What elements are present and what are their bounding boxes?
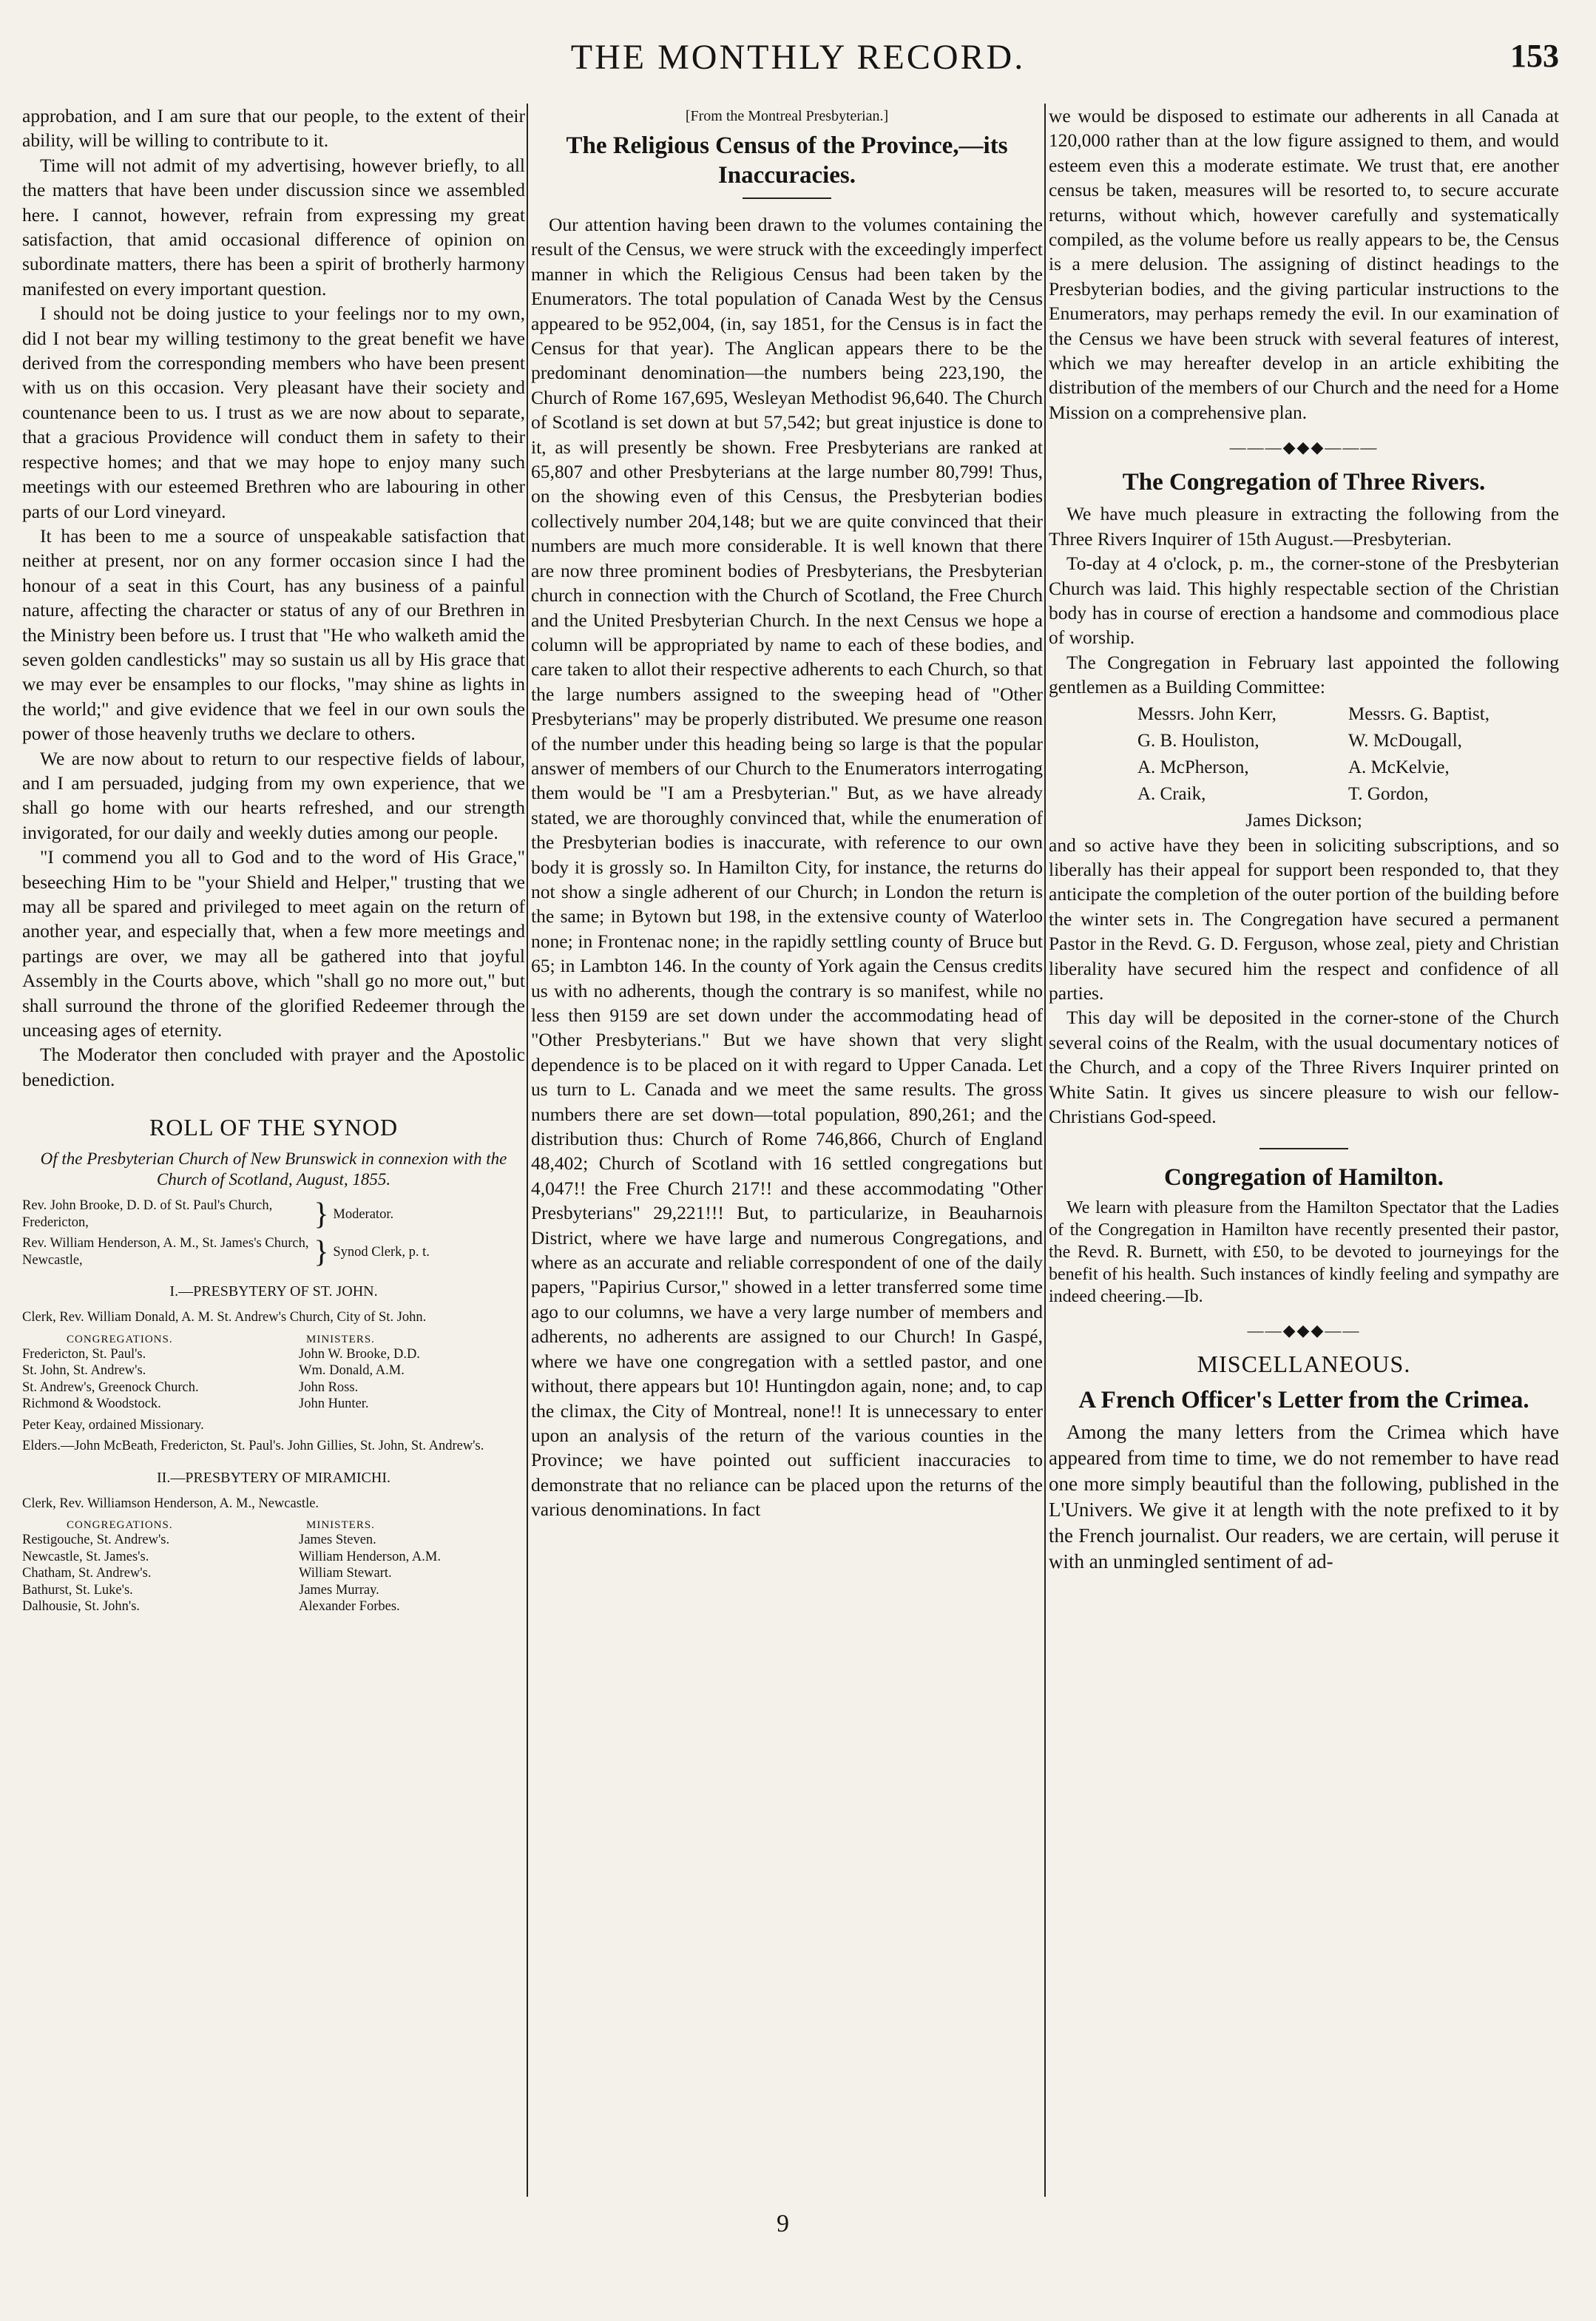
running-title: THE MONTHLY RECORD. — [570, 38, 1026, 77]
table-row — [22, 1565, 525, 1582]
committee-row — [1049, 703, 1559, 726]
committee-row — [1049, 729, 1559, 753]
congregation: Dalhousie, St. John's. — [22, 1599, 141, 1615]
minister: Wm. Donald, A.M. — [299, 1363, 405, 1379]
section-title: MISCELLANEOUS. — [1197, 1351, 1411, 1378]
congregations-header: CONGREGATIONS. — [67, 1519, 173, 1532]
article-paragraph: To-day at 4 o'clock, p. m., the corner-stone of the Presbyterian Church was laid. This highly respectable section of the Christian body has in course of erection a handsome and commodious place of worship. — [1049, 553, 1559, 649]
article-paragraph: and so active have they been in soliciting subscriptions, and so liberally has their appeal for support been responded to, that they anticipate the completion of the outer portion of the building before the winter sets in. The Congregation have secured a permanent Pastor in the Revd. G. D. Ferguson, whose zeal, piety and Christian liberality have secured him the respect and confidence of all parties. — [1049, 834, 1559, 1004]
source-note: [From the Montreal Presbyterian.] — [685, 108, 889, 124]
table-header — [22, 1334, 525, 1346]
committee-member: Messrs. G. Baptist, — [1348, 703, 1490, 724]
table-row — [22, 1396, 525, 1413]
congregation: St. John, St. Andrew's. — [22, 1363, 146, 1379]
column-middle — [531, 104, 1043, 1522]
article-paragraph: We learn with pleasure from the Hamilton Spectator that the Ladies of the Congregation in Hamilton have recently presented their pastor, the Revd. R. Burnett, with £50, to be devoted to journeyings for the benefit of his health. Such instances of kindly feeling and sympathy are indeed cheering.—Ib. — [1049, 1198, 1559, 1307]
ornament-divider: ——◆◆◆—— — [1247, 1321, 1361, 1340]
minister: John Hunter. — [299, 1396, 369, 1412]
article-paragraph: Our attention having been drawn to the volumes containing the result of the Census, we were struck with the exceedingly imperfect manner in which the Religious Census had been taken by the Enumerators. The total population of Canada West by the Census appeared to be 952,004, (in, say 1851, for the Census is in fact the Census for that year). The Anglican appears there to be the predominant denomination—the numbers being 223,190, the Church of Rome 167,695, Wesleyan Methodist 96,640. The Church of Scotland is set down at but 57,542; but great injustice is done to it, as will presently be shown. Free Presbyterians are ranked at 65,807 and other Presbyterians at the large number 80,799! Thus, on the showing even of this Census, the Presbyterian bodies collectively number 204,148; but we are quite convinced that their numbers are much more considerable. It is well known that there are now three prominent bodies of Presbyterians, the Presbyterian church in connection with the Church of Scotland, the Free Church and the United Presbyterian Church. In the next Census we hope a column will be appropriated by name to each of these bodies, and care taken to allot their respective adherents to each Church, so that the large numbers assigned to the sweeping head of "Other Presbyterians" may be properly distributed. We presume one reason of the number under this heading being so large is that the popular answer of members of our Church to the Enumerators interrogating them would be "I am a Presbyterian." But, as we have already stated, we are thoroughly convinced that, while the enumeration of the Presbyterian bodies is inaccurate, with reference to our own body it is grossly so. In Hamilton City, for instance, the returns do not show a single adherent of our Church; in London the return is the same; in Bytown but 198, in the extensive county of Waterloo none; in Frontenac none; in the rapidly settling county of Bruce but 65; in Lambton 146. In the county of York again the Census credits us with no adherents, though the contrary is so manifest, while no less then 9159 are set down under the accommodating head of "Other Presbyterians." But we have shown that very slight dependence is to be placed on it with regard to Upper Canada. Let us turn to L. Canada and we meet the same results. The gross numbers there are set down—total population, 890,261; and the distribution thus: Church of Rome 746,866, Church of England 48,402; Church of Scotland with 16 settled congregations but 4,047!! the Free Church 217!! and these accommodating "Other Presbyterians" 29,221!!! But, to particularize, in Beauharnois District, where we have large and numerous Congregations, and where as an accurate and reliable correspondent of one of the daily papers, "Papirius Cursor," showed in a letter transferred some time ago to our columns, we have a very large number of members and adherents, no adherents are assigned to our Church! In Gaspé, where we have one congregation with a settled pastor, and one without, there appears but 10! Huntingdon again, none; and, to cap the climax, the City of Montreal, none!! It is unnecessary to enter upon an analysis of the return of the various counties in the Province; we have pointed out sufficient inaccuracies to demonstrate that no reliance can be placed upon the returns of the various denominations. In fact — [531, 214, 1043, 1521]
speech-paragraph: We are now about to return to our respective fields of labour, and I am persuaded, judging from my own experience, that we shall go home with our hearts refreshed, and our strength invigorated, for our daily and weekly duties among our people. — [22, 747, 525, 843]
speech-paragraph: Time will not admit of my advertising, however briefly, to all the matters that have been under discussion since we assembled here. I cannot, however, refrain from expressing my great satisfaction, that amid occasional difference of opinion on subordinate matters, there has been a spirit of brotherly harmony manifested on every important question. — [22, 154, 525, 300]
missionary-line: Peter Keay, ordained Missionary. — [22, 1417, 204, 1433]
article-title: Congregation of Hamilton. — [1164, 1164, 1444, 1192]
article-paragraph: Among the many letters from the Crimea which have appeared from time to time, we do not remember to have read one more simply beautiful than the following, published in the L'Univers. We give it at length with the note prefixed to it by the French journalist. Our readers, we are certain, will peruse it with an unmingled sentiment of ad- — [1049, 1421, 1559, 1573]
synod-officer — [22, 1197, 525, 1231]
congregations-header: CONGREGATIONS. — [67, 1333, 173, 1345]
congregation: Richmond & Woodstock. — [22, 1396, 161, 1412]
column-rule-2 — [1044, 104, 1046, 2197]
committee-member: A. McKelvie, — [1348, 757, 1450, 777]
committee-member: Messrs. John Kerr, — [1137, 703, 1277, 724]
roll-subtitle: Of the Presbyterian Church of New Brunswick in connexion with the Church of Scotland, August, 1855. — [40, 1149, 507, 1189]
speech-paragraph: The Moderator then concluded with prayer and the Apostolic benediction. — [22, 1044, 525, 1090]
table-row — [22, 1582, 525, 1599]
congregation: Restigouche, St. Andrew's. — [22, 1533, 170, 1548]
ministers-header: MINISTERS. — [306, 1519, 375, 1532]
minister: Alexander Forbes. — [299, 1599, 400, 1615]
brace: } — [314, 1234, 329, 1269]
page-header — [22, 30, 1574, 89]
divider — [743, 197, 831, 199]
minister: John W. Brooke, D.D. — [299, 1346, 420, 1362]
minister: James Steven. — [299, 1533, 376, 1548]
congregation: Newcastle, St. James's. — [22, 1549, 149, 1564]
table-row — [22, 1362, 525, 1379]
brace: } — [314, 1197, 329, 1232]
presbytery-clerk: Clerk, Rev. William Donald, A. M. St. Andrew's Church, City of St. John. — [22, 1310, 427, 1325]
divider — [1259, 1148, 1348, 1149]
committee-member: James Dickson; — [1245, 810, 1362, 831]
article-title: The Congregation of Three Rivers. — [1122, 469, 1486, 496]
speech-paragraph: approbation, and I am sure that our people, to the extent of their ability, will be willing to contribute to it. — [22, 105, 525, 152]
table-row — [22, 1549, 525, 1566]
committee-row — [1049, 783, 1559, 806]
committee-member: W. McDougall, — [1348, 730, 1462, 751]
minister: William Henderson, A.M. — [299, 1549, 441, 1564]
minister: John Ross. — [299, 1379, 359, 1395]
speech-paragraph: It has been to me a source of unspeakable satisfaction that neither at present, nor on any former occasion since I had the honour of a seat in this Court, has any business of a painful nature, affecting the character or status of any of our Brethren in the Ministry been before us. I trust that "He who walketh amid the seven golden candlesticks" may so sustain us all by His grace that we may ever be ensamples to our flocks, "may shine as lights in the world;" and give evidence that we feel in our own souls the power of those heavenly truths we declare to others. — [22, 524, 525, 745]
article-paragraph: we would be disposed to estimate our adherents in all Canada at 120,000 rather than at the low figure assigned to them, and would esteem even this a moderate estimate. We trust that, ere another census be taken, measures will be resorted to, to secure accurate returns, without which, however carefully and systematically compiled, as the volume before us really appears to be, the Census is a mere delusion. The assigning of distinct headings to the Presbyterian bodies, and the giving particular instructions to the Enumerators, may perhaps remedy the evil. In our examination of the Census we have been struck with several features of interest, which we may hereafter develop in an article exhibiting the distribution of the members of our Church and the need for a Home Mission on a comprehensive plan. — [1049, 105, 1559, 423]
elders-line: Elders.—John McBeath, Fredericton, St. Paul's. John Gillies, St. John, St. Andrew's. — [22, 1439, 484, 1454]
table-row — [22, 1379, 525, 1396]
minister: James Murray. — [299, 1582, 379, 1598]
presbytery-clerk: Clerk, Rev. Williamson Henderson, A. M., Newcastle. — [22, 1496, 319, 1511]
committee-member: G. B. Houliston, — [1137, 730, 1259, 751]
officer-role: Synod Clerk, p. t. — [333, 1244, 430, 1260]
officer-name: Rev. William Henderson, A. M., St. James's Church, Newcastle, — [22, 1236, 309, 1268]
ornament-divider: ———◆◆◆——— — [1229, 438, 1379, 457]
table-row — [22, 1598, 525, 1615]
congregation: Fredericton, St. Paul's. — [22, 1346, 146, 1362]
article-title: A French Officer's Letter from the Crimea. — [1078, 1387, 1529, 1414]
presbytery-title: II.—PRESBYTERY OF MIRAMICHI. — [157, 1469, 390, 1486]
article-paragraph: The Congregation in February last appointed the following gentlemen as a Building Committee: — [1049, 651, 1559, 698]
article-paragraph: This day will be deposited in the corner-stone of the Church several coins of the Realm, with the usual documentary notices of the Church, and a copy of the Three Rivers Inquirer printed on White Satin. It gives us sincere pleasure to wish our fellow-Christians God-speed. — [1049, 1007, 1559, 1127]
page-number: 153 — [1510, 38, 1559, 74]
officer-role: Moderator. — [333, 1206, 394, 1222]
signature-mark: 9 — [777, 2210, 789, 2237]
column-rule-1 — [527, 104, 528, 2197]
table-header — [22, 1519, 525, 1532]
article-paragraph: We have much pleasure in extracting the following from the Three Rivers Inquirer of 15th August.—Presbyterian. — [1049, 503, 1559, 550]
committee-member: T. Gordon, — [1348, 783, 1429, 804]
officer-name: Rev. John Brooke, D. D. of St. Paul's Church, Fredericton, — [22, 1198, 273, 1230]
congregation: Bathurst, St. Luke's. — [22, 1582, 133, 1598]
committee-member: A. McPherson, — [1137, 757, 1249, 777]
congregation: St. Andrew's, Greenock Church. — [22, 1379, 199, 1395]
committee-member: A. Craik, — [1137, 783, 1206, 804]
article-title: The Religious Census of the Province,—its Inaccuracies. — [566, 132, 1008, 189]
congregation: Chatham, St. Andrew's. — [22, 1566, 152, 1581]
speech-paragraph: I should not be doing justice to your feelings nor to my own, did I not bear my willing testimony to the great benefit we have derived from the corresponding members who have been present with us on this occasion. Very pleasant have their society and countenance been to us. I trust as we are now about to separate, that a gracious Providence will conduct them in safety to their respective homes; and that we may hope to enjoy many such meetings with our esteemed Brethren who are labouring in other parts of our Lord vineyard. — [22, 303, 525, 522]
column-right — [1049, 104, 1559, 1575]
presbytery-title: I.—PRESBYTERY OF ST. JOHN. — [169, 1283, 378, 1300]
ministers-header: MINISTERS. — [306, 1333, 375, 1345]
column-left — [22, 104, 525, 1615]
minister: William Stewart. — [299, 1566, 392, 1581]
table-row — [22, 1346, 525, 1363]
synod-officer — [22, 1235, 525, 1268]
table-row — [22, 1532, 525, 1549]
committee-row — [1049, 756, 1559, 780]
speech-paragraph: "I commend you all to God and to the word of His Grace," beseeching Him to be "your Shield and Helper," trusting that we may all be spared and privileged to meet again on the return of another year, and especially that, when a few more meetings and partings are over, we may all be gathered into that joyful Assembly in the Courts above, which "shall go no more out," but shall surround the throne of the glorified Redeemer through the unceasing ages of eternity. — [22, 846, 525, 1041]
roll-title: ROLL OF THE SYNOD — [149, 1114, 399, 1141]
